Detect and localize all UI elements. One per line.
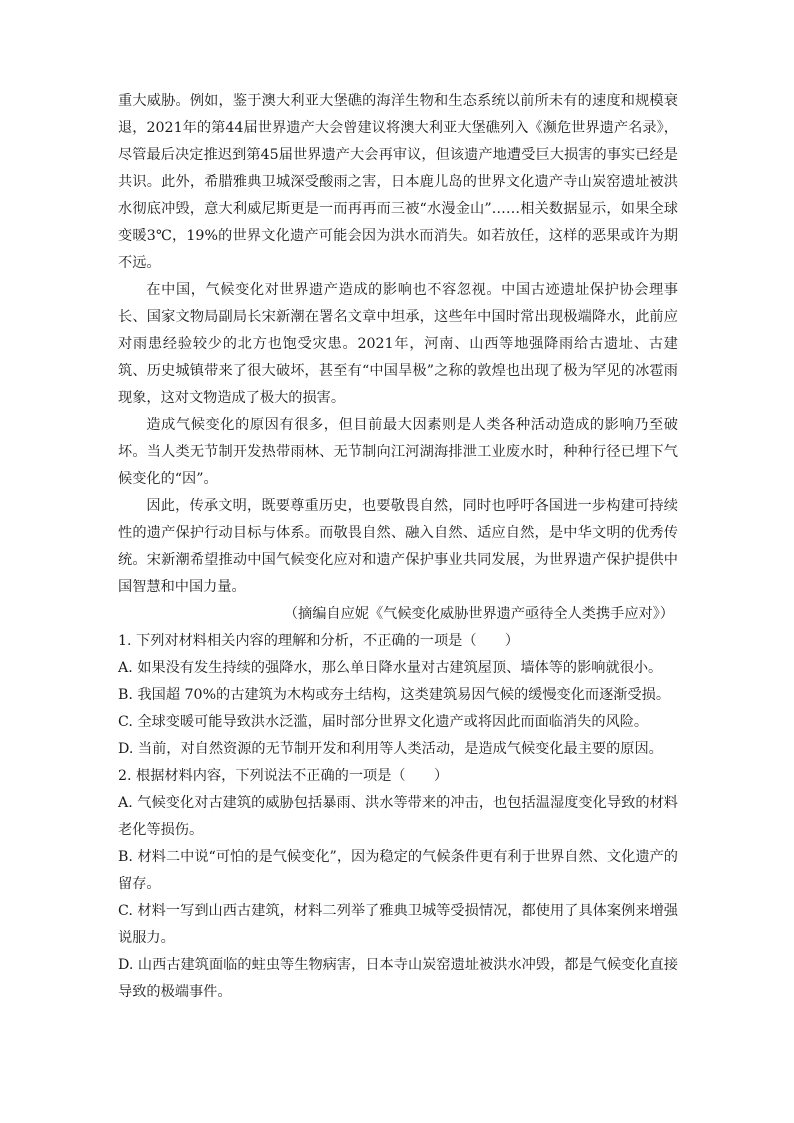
question-1-option-b: B. 我国超 70%的古建筑为木构或夯土结构，这类建筑易因气候的缓慢变化而逐渐受损。 — [118, 687, 671, 703]
article-paragraph-1: 重大威胁。例如，鉴于澳大利亚大堡礁的海洋生物和生态系统以前所未有的速度和规模衰退，2021年的第44届世界遗产大会曾建议将澳大利亚大堡礁列入《濒危世界遗产名录》，尽管最后决定推迟到第45届世界遗产大会再审议，但该遗产地遭受巨大损害的事实已经是共识。此外，希腊雅典卫城深受酸雨之害，日本鹿儿岛的世界文化遗产寺山炭窑遗址被洪水彻底冲毁，意大利威尼斯更是一而再再而三被“水漫金山”……相关数据显示，如果全球变暖3℃，19%的世界文化遗产可能会因为洪水而消失。如若放任，这样的恶果或许为期不远。 — [118, 93, 678, 271]
article-source: （摘编自应妮《气候变化威胁世界遗产亟待全人类携手应对》） — [283, 606, 674, 622]
document-page — [118, 88, 678, 1006]
question-2-option-c: C. 材料一写到山西古建筑，材料二列举了雅典卫城等受损情况，都使用了具体案例来增强说服力。 — [118, 903, 678, 946]
question-2-option-b: B. 材料二中说“可怕的是气候变化”，因为稳定的气候条件更有利于世界自然、文化遗产的留存。 — [118, 849, 678, 892]
question-1-option-c: C. 全球变暖可能导致洪水泛滥，届时部分世界文化遗产或将因此而面临消失的风险。 — [118, 714, 649, 730]
question-2-option-a: A. 气候变化对古建筑的威胁包括暴雨、洪水等带来的冲击，也包括温湿度变化导致的材料老化等损伤。 — [118, 795, 678, 838]
question-1-option-d: D. 当前，对自然资源的无节制开发和利用等人类活动，是造成气候变化最主要的原因。 — [118, 741, 663, 757]
question-1-option-a: A. 如果没有发生持续的强降水，那么单日降水量对古建筑屋顶、墙体等的影响就很小。 — [118, 660, 663, 676]
question-1-stem: 1. 下列对材料相关内容的理解和分析，不正确的一项是（ ） — [118, 633, 520, 649]
article-paragraph-4: 因此，传承文明，既要尊重历史，也要敬畏自然，同时也呼吁各国进一步构建可持续性的遗产保护行动目标与体系。而敬畏自然、融入自然、适应自然，是中华文明的优秀传统。宋新潮希望推动中国气候变化应对和遗产保护事业共同发展，为世界遗产保护提供中国智慧和中国力量。 — [118, 498, 678, 595]
question-2-stem: 2. 根据材料内容，下列说法不正确的一项是（ ） — [118, 768, 449, 784]
question-2-option-d: D. 山西古建筑面临的蛀虫等生物病害，日本寺山炭窑遗址被洪水冲毁，都是气候变化直接导致的极端事件。 — [118, 957, 678, 1000]
article-paragraph-2: 在中国，气候变化对世界遗产造成的影响也不容忽视。中国古迹遗址保护协会理事长、国家文物局副局长宋新潮在署名文章中坦承，这些年中国时常出现极端降水，此前应对雨患经验较少的北方也饱受灾患。2021年，河南、山西等地强降雨给古遗址、古建筑、历史城镇带来了很大破坏，甚至有“中国旱极”之称的敦煌也出现了极为罕见的冰雹雨现象，这对文物造成了极大的损害。 — [118, 282, 678, 406]
article-paragraph-3: 造成气候变化的原因有很多，但目前最大因素则是人类各种活动造成的影响乃至破坏。当人类无节制开发热带雨林、无节制向江河湖海排泄工业废水时，种种行径已埋下气候变化的“因”。 — [118, 417, 678, 487]
